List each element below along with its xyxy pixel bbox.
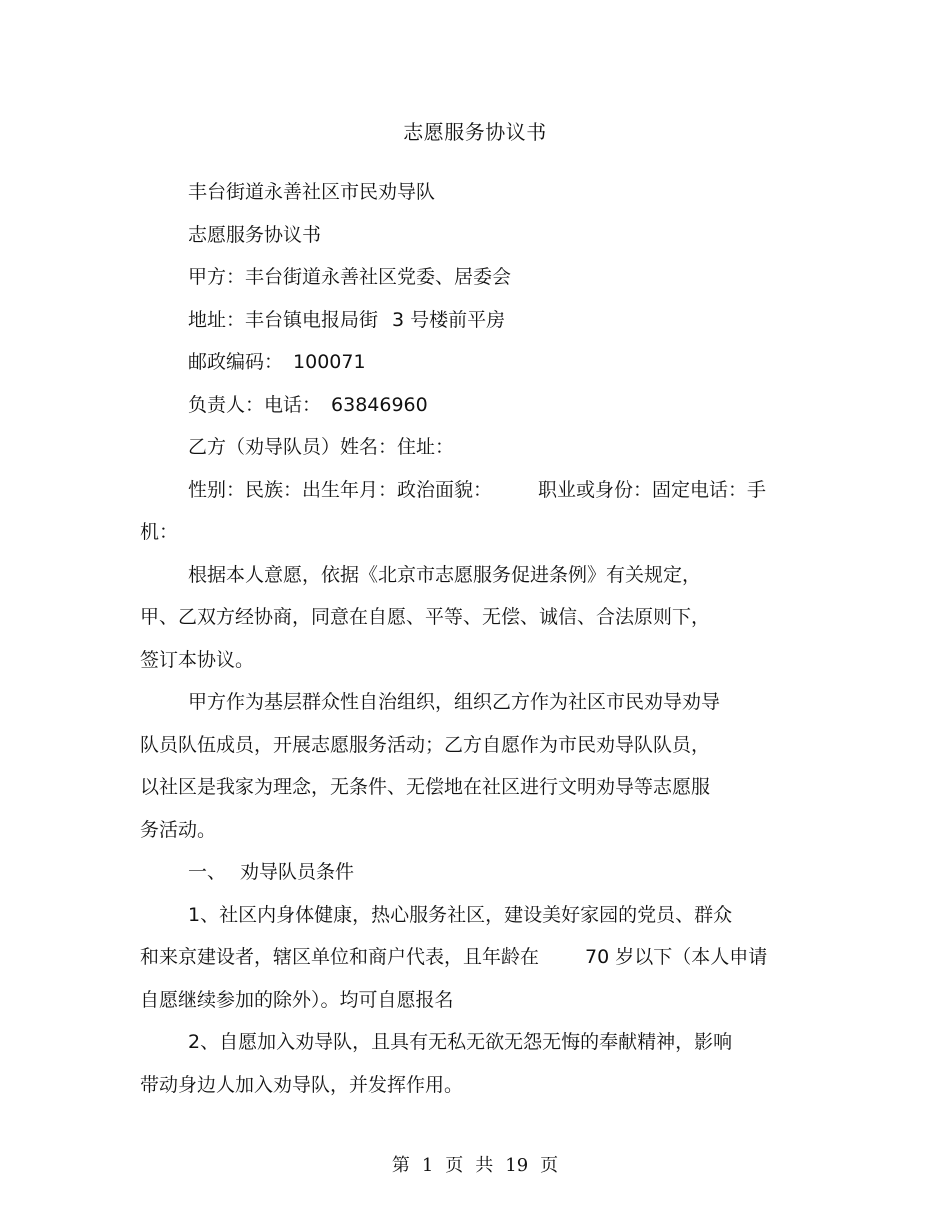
condition-2-line-1: 2、自愿加入劝导队，且具有无私无欲无怨无悔的奉献精神，影响 [188,1031,733,1053]
footer-page-word: 页 [445,1155,464,1176]
footer-total-word: 共 [475,1155,494,1176]
footer-suffix: 页 [540,1155,559,1176]
current-page: 1 [421,1155,434,1176]
section-1-number: 一、 [188,861,227,883]
phone-value: 63846960 [331,394,428,416]
address-label: 地址：丰台镇电报局街 [188,309,379,331]
org-name-line: 丰台街道永善社区市民劝导队 [188,181,436,203]
contact-label: 负责人：电话： [188,394,322,416]
section-1-title: 劝导队员条件 [240,861,355,883]
condition-1-age: 70 岁以下（本人申请 [585,946,768,968]
paragraph-1-line-1: 根据本人意愿，依据《北京市志愿服务促进条例》有关规定， [188,564,702,586]
total-pages: 19 [505,1155,529,1176]
party-b-line: 乙方（劝导队员）姓名：住址： [188,436,455,458]
personal-info-right: 职业或身份：固定电话：手 [538,479,767,501]
mobile-line: 机： [140,521,179,543]
contact-line [188,391,428,419]
personal-info-line [188,476,766,504]
paragraph-2-line-2: 队员队伍成员，开展志愿服务活动；乙方自愿作为市民劝导队队员， [140,734,711,756]
personal-info-left: 性别：民族：出生年月：政治面貌： [188,479,493,501]
paragraph-2-line-4: 务活动。 [140,819,217,841]
condition-1-line-1: 1、社区内身体健康，热心服务社区，建设美好家园的党员、群众 [188,904,733,926]
condition-1-text: 和来京建设者，辖区单位和商户代表，且年龄在 [140,946,540,968]
page-title: 志愿服务协议书 [403,120,547,144]
condition-2-line-2: 带动身边人加入劝导队，并发挥作用。 [140,1074,464,1096]
footer-prefix: 第 [391,1155,410,1176]
condition-1-line-3: 自愿继续参加的除外）。均可自愿报名 [140,989,454,1011]
subtitle-line: 志愿服务协议书 [188,224,322,246]
postcode-value: 100071 [293,351,366,373]
paragraph-2-line-1: 甲方作为基层群众性自治组织，组织乙方作为社区市民劝导劝导 [188,691,721,713]
paragraph-1-line-2: 甲、乙双方经协商，同意在自愿、平等、无偿、诚信、合法原则下， [140,606,711,628]
address-line [188,306,505,334]
paragraph-2-line-3: 以社区是我家为理念，无条件、无偿地在社区进行文明劝导等志愿服 [140,776,711,798]
party-a-line: 甲方：丰台街道永善社区党委、居委会 [188,266,512,288]
address-detail: 3 号楼前平房 [392,309,506,331]
section-1-heading [188,858,354,886]
condition-1-line-2 [140,943,767,971]
paragraph-1-line-3: 签订本协议。 [140,649,255,671]
postcode-line [188,348,366,376]
postcode-label: 邮政编码： [188,351,284,373]
page-footer [0,1151,950,1177]
